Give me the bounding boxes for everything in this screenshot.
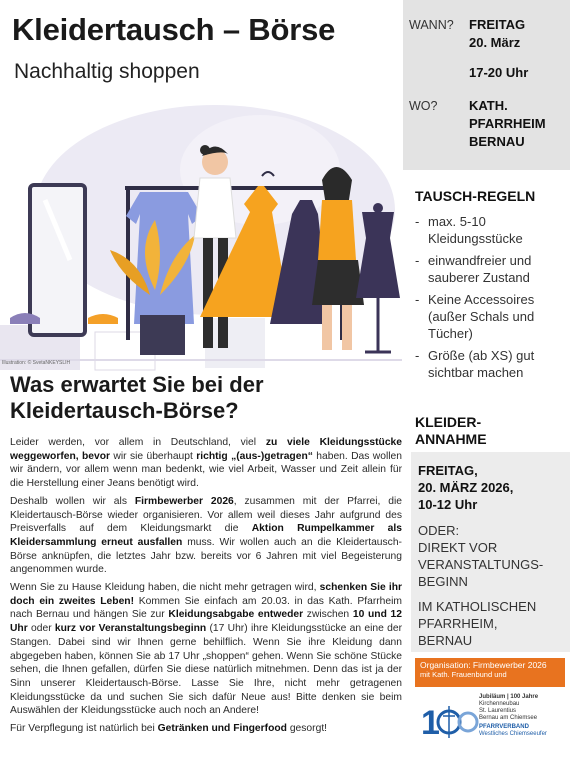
list-item: - Größe (ab XS) gut sichtbar machen <box>415 347 567 381</box>
text-run: gesorgt! <box>286 723 328 735</box>
where-line: KATH. <box>469 98 508 113</box>
illustration-credit: Illustration: © SvetaNKEYSLIH <box>2 360 71 366</box>
where-line: BERNAU <box>469 134 525 149</box>
annahme-date-line: 10-12 Uhr <box>418 497 478 512</box>
when-label: WANN? <box>409 18 454 32</box>
paragraph <box>10 495 402 577</box>
text-emphasis: 10 und 12 Uhr <box>10 609 402 635</box>
text-run: , zusammen mit der Pfarrei, die Kleidertausch-Börse wieder organisieren. Vor allem weil dieses Jahr aufgrund des Preisverfalls auf dem Kleidungsmarkt die <box>10 495 403 535</box>
where-line: PFARRHEIM <box>469 116 546 131</box>
logo-text: Jubiläum | 100 Jahre <box>479 694 539 700</box>
text-emphasis: schenken Sie ihr doch ein zweites Leben! <box>10 582 402 607</box>
text-run: Für Verpflegung ist natürlich bei <box>10 723 158 735</box>
section-heading <box>10 372 400 424</box>
text-run: Leider werden, vor allem in Deutschland, viel <box>10 437 266 448</box>
annahme-text-line: DIREKT VOR <box>418 540 498 555</box>
annahme-alternative <box>418 522 568 590</box>
organisation-bar <box>415 658 565 687</box>
paragraph <box>10 722 402 736</box>
where-label: WO? <box>409 99 438 113</box>
text-emphasis: Firmbewerber 2026 <box>134 495 234 507</box>
when-day: FREITAG <box>469 17 526 32</box>
annahme-text-line: ODER: <box>418 523 460 538</box>
rules-title: TAUSCH-REGELN <box>415 188 536 204</box>
text-run: haben. Das wollen wir ändern, vor allem wenn man bedenkt, wie viel Arbeit, Wasser und Zeit allein für die Herstellung einer Jeans benötigt wird. <box>10 450 402 490</box>
text-run: zwischen <box>303 609 353 621</box>
logo-text: Bernau am Chiemsee <box>479 715 538 721</box>
text-emphasis: Getränken und Fingerfood <box>157 723 287 735</box>
organisation-line <box>420 660 560 670</box>
jubilee-100-icon <box>419 690 479 746</box>
page-title: Kleidertausch – Börse <box>12 12 336 47</box>
organisation-line: mit Kath. Frauenbund und <box>420 670 507 679</box>
text-run: (17 Uhr) ihre Kleidungsstücke an eine der Stangen. Dabei sind wir Ihnen gerne behilflich. Wenn Sie ihre Kleidung dann abgegeben haben, können Sie ab 17 Uhr „shoppen“ gehen. Wenn Sie schöne Stücke sehen, die Ihnen gefallen, dürfen Sie diese natürlich mitnehmen. Denn das ist ja der Sinn unserer Kleidertausch-Börse. Lasse Sie Ihre, nicht mehr getragenen Kleidungsstücke da und suchen Sie sich dafür Neue aus! Bitte denken sie beim Auswählen der Kleidungsstücke auch noch an Andere! <box>10 623 402 717</box>
logo-text: PFARRVERBAND <box>479 724 529 730</box>
text-run: Deshalb wollen wir als <box>10 495 135 507</box>
rules-list <box>415 213 567 386</box>
paragraph <box>10 581 402 718</box>
text-run: Wenn Sie zu Hause Kleidung haben, die nicht mehr getragen wird, <box>10 582 320 594</box>
page-subtitle: Nachhaltig shoppen <box>14 60 200 83</box>
annahme-date <box>418 462 568 513</box>
when-time: 17-20 Uhr <box>469 65 529 80</box>
text-emphasis: zu viele Kleidungsstücke weggeworfen, bevor <box>10 437 402 462</box>
logo-text: Westliches Chiemseeufer <box>479 731 547 737</box>
annahme-text-line: BEGINN <box>418 574 468 589</box>
logo-text: St. Laurentius <box>479 708 517 714</box>
annahme-text-line: BERNAU <box>418 633 473 648</box>
text-emphasis: Aktion Rumpelkammer als Kleidersammlung erneut ausfallen <box>10 523 402 548</box>
annahme-text-line: PFARRHEIM, <box>418 616 498 631</box>
annahme-date-line: FREITAG, <box>418 463 478 478</box>
text-run: wir sie überhaupt <box>110 450 197 462</box>
organisation-text: Firmbewerber 2026 <box>470 660 547 670</box>
annahme-text-line: IM KATHOLISCHEN <box>418 599 537 614</box>
annahme-title: KLEIDER- <box>415 414 482 430</box>
text-run: Kommen Sie einfach am 20.03. in das Kath. Pfarrheim nach Bernau und hängen Sie zur <box>10 595 402 621</box>
text-run: oder <box>27 623 55 635</box>
list-item: - max. 5-10 Kleidungsstücke <box>415 213 567 247</box>
svg-text:1: 1 <box>421 704 440 742</box>
annahme-place <box>418 598 568 649</box>
annahme-text-line: VERANSTALTUNGS- <box>418 557 544 572</box>
heading-line: Was erwartet Sie bei der <box>10 372 264 397</box>
parish-logo <box>415 690 565 746</box>
when-date: 20. März <box>469 35 521 50</box>
text-emphasis: Kleidungsabgabe entweder <box>168 609 304 621</box>
text-emphasis: richtig „(aus-)getragen“ <box>196 450 313 462</box>
text-emphasis: kurz vor Veranstaltungsbeginn <box>54 623 207 635</box>
annahme-title: ANNAHME <box>415 431 487 447</box>
organisation-label: Organisation: <box>420 660 471 670</box>
paragraph <box>10 436 402 491</box>
annahme-date-line: 20. MÄRZ 2026, <box>418 480 514 495</box>
description-text <box>10 436 402 740</box>
text-run: muss. Wir wollen auch an die Kleidertausch-Börse anknüpfen, die letztes Jahr bzw. bereits vor 6 Jahren mit viel Begeisterung angenommen wurde. <box>10 536 402 576</box>
heading-line: Kleidertausch-Börse? <box>10 398 239 423</box>
list-item: - einwandfreier und sauberer Zustand <box>415 252 567 286</box>
list-item: - Keine Accessoires (außer Schals und Tücher) <box>415 291 567 342</box>
logo-text: Kirchenneubau <box>479 701 520 707</box>
clothes-shopping-illustration <box>0 90 402 372</box>
